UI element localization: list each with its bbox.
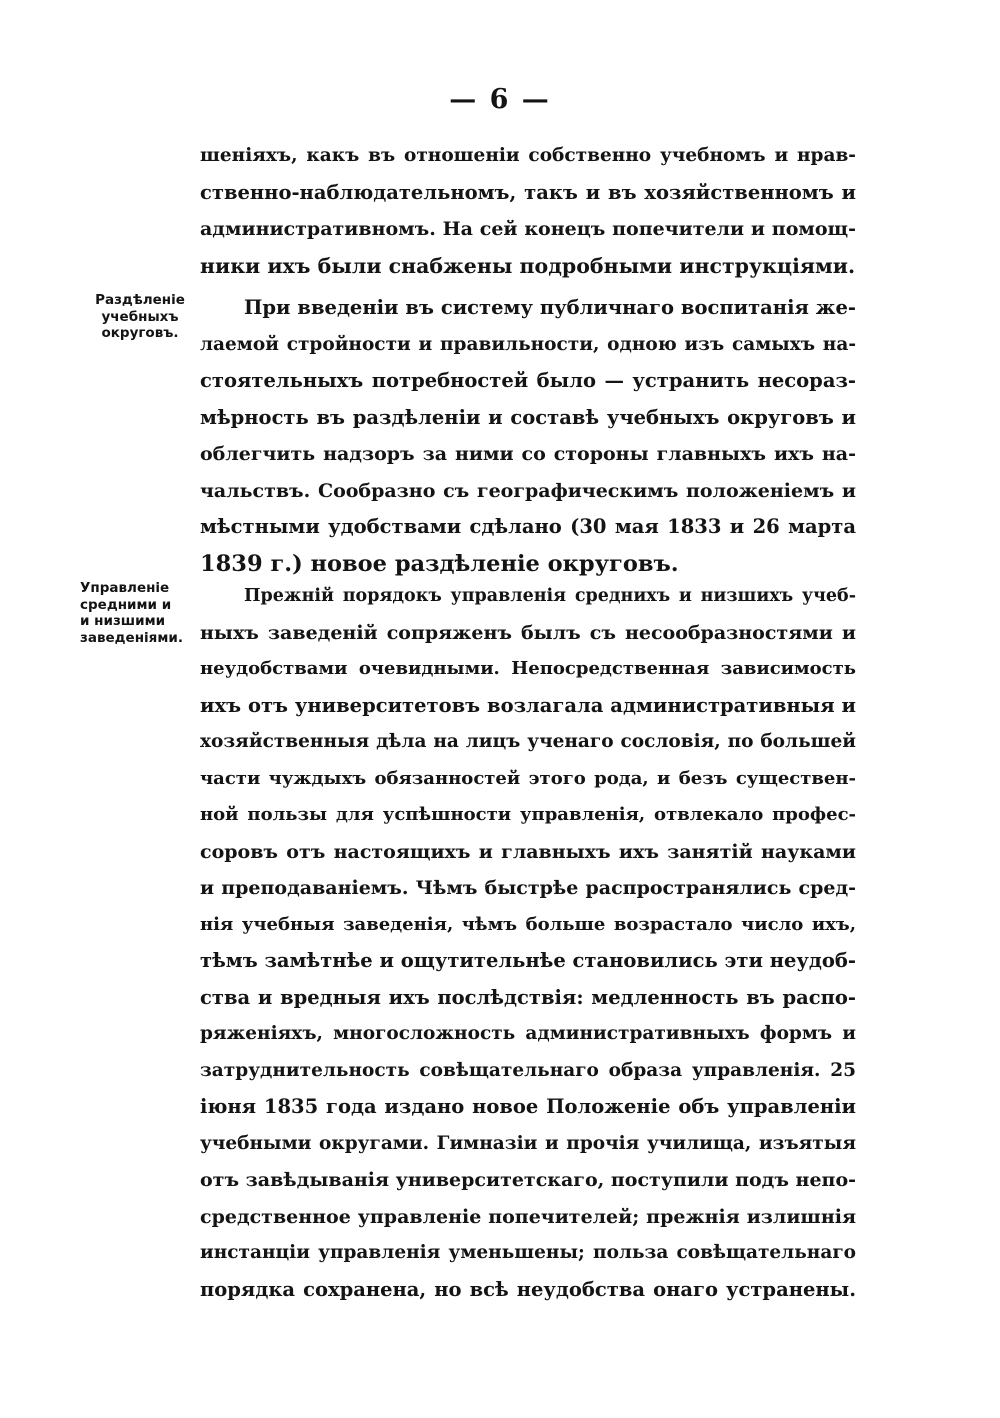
text-line: лаемой стройности и правильности, одною изъ самыхъ на- [200,333,856,355]
margin-note-line: учебныхъ [101,308,179,325]
text-line: При введенiи въ систему публичнаго воспитанiя же- [244,296,856,319]
text-line: средственное управленiе попечителей; прежнiя излишнiя [200,1205,856,1228]
text-line: порядка сохранена, но всѣ неудобства онаго устранены. [200,1277,856,1301]
text-line: ной пользы для успѣшности управленiя, отвлекало профес- [200,804,856,825]
text-line: нiя учебныя заведенiя, чѣмъ больше возрастало число ихъ, [200,913,856,935]
intro-paragraph [200,138,856,284]
text-line: облегчить надзоръ за ними со стороны главныхъ ихъ на- [200,443,856,465]
text-line: отъ завѣдыванiя университетскаго, поступили подъ непо- [200,1169,856,1191]
text-line: ства и вредныя ихъ послѣдствiя: медленность въ распо- [200,985,856,1009]
margin-note-districts [82,292,198,342]
text-line: ряженiяхъ, многосложность административныхъ формъ и [200,1023,856,1044]
text-line: части чуждыхъ обязанностей этого рода, и безъ существен- [200,767,856,789]
text-line: учебными округами. Гимназiи и прочiя училища, изъятыя [200,1132,856,1154]
text-line: административномъ. На сей конецъ попечители и помощ- [200,218,856,240]
text-line: и преподаванiемъ. Чѣмъ быстрѣе распространялись сред- [200,877,856,899]
margin-note-line: заведенiями. [80,629,183,646]
margin-note-line: Управленiе [80,580,170,596]
management-paragraph [200,578,856,1308]
text-line: чальствъ. Сообразно съ географическимъ положенiемъ и [200,479,856,502]
text-line: ственно-наблюдательномъ, такъ и въ хозяйственномъ и [200,180,856,204]
text-line: ныхъ заведенiй сопряженъ былъ съ несообразностями и [200,621,856,644]
text-line: мѣрность въ раздѣленiи и составѣ учебныхъ округовъ и [200,405,856,429]
text-line: тѣмъ замѣтнѣе и ощутительнѣе становились эти неудоб- [200,949,856,972]
districts-paragraph [200,290,856,582]
text-line: стоятельныхъ потребностей было — устранить несораз- [200,369,856,392]
margin-note-line: и низшими [80,613,166,629]
margin-note-line: Раздѣленiе [95,292,185,308]
page-number: — 6 — [449,84,551,115]
margin-note-line: средними и [80,596,172,613]
text-line: неудобствами очевидными. Непосредственная зависимость [200,658,856,679]
text-line: шенiяхъ, какъ въ отношенiи собственно учебномъ и нрав- [200,145,856,166]
margin-note-management [80,580,204,646]
text-line: инстанцiи управленiя уменьшены; польза совѣщательнаго [200,1242,856,1263]
margin-note-line: округовъ. [101,325,179,341]
text-line: 1839 г.) новое раздѣленiе округовъ. [200,550,679,577]
text-line: ники ихъ были снабжены подробными инструкцiями. [200,253,856,278]
text-line: затруднительность совѣщательнаго образа управленiя. 25 [200,1059,856,1081]
text-line: соровъ отъ настоящихъ и главныхъ ихъ занятiй науками [200,840,856,863]
text-line: iюня 1835 года издано новое Положенiе объ управленiи [200,1095,856,1118]
text-line: Прежнiй порядокъ управленiя среднихъ и низшихъ учеб- [244,586,856,606]
text-line: мѣстными удобствами сдѣлано (30 мая 1833 и 26 марта [200,515,856,538]
text-line: хозяйственныя дѣла на лицъ ученаго сословiя, по большей [200,731,856,752]
text-line: ихъ отъ университетовъ возлагала административныя и [200,693,856,717]
